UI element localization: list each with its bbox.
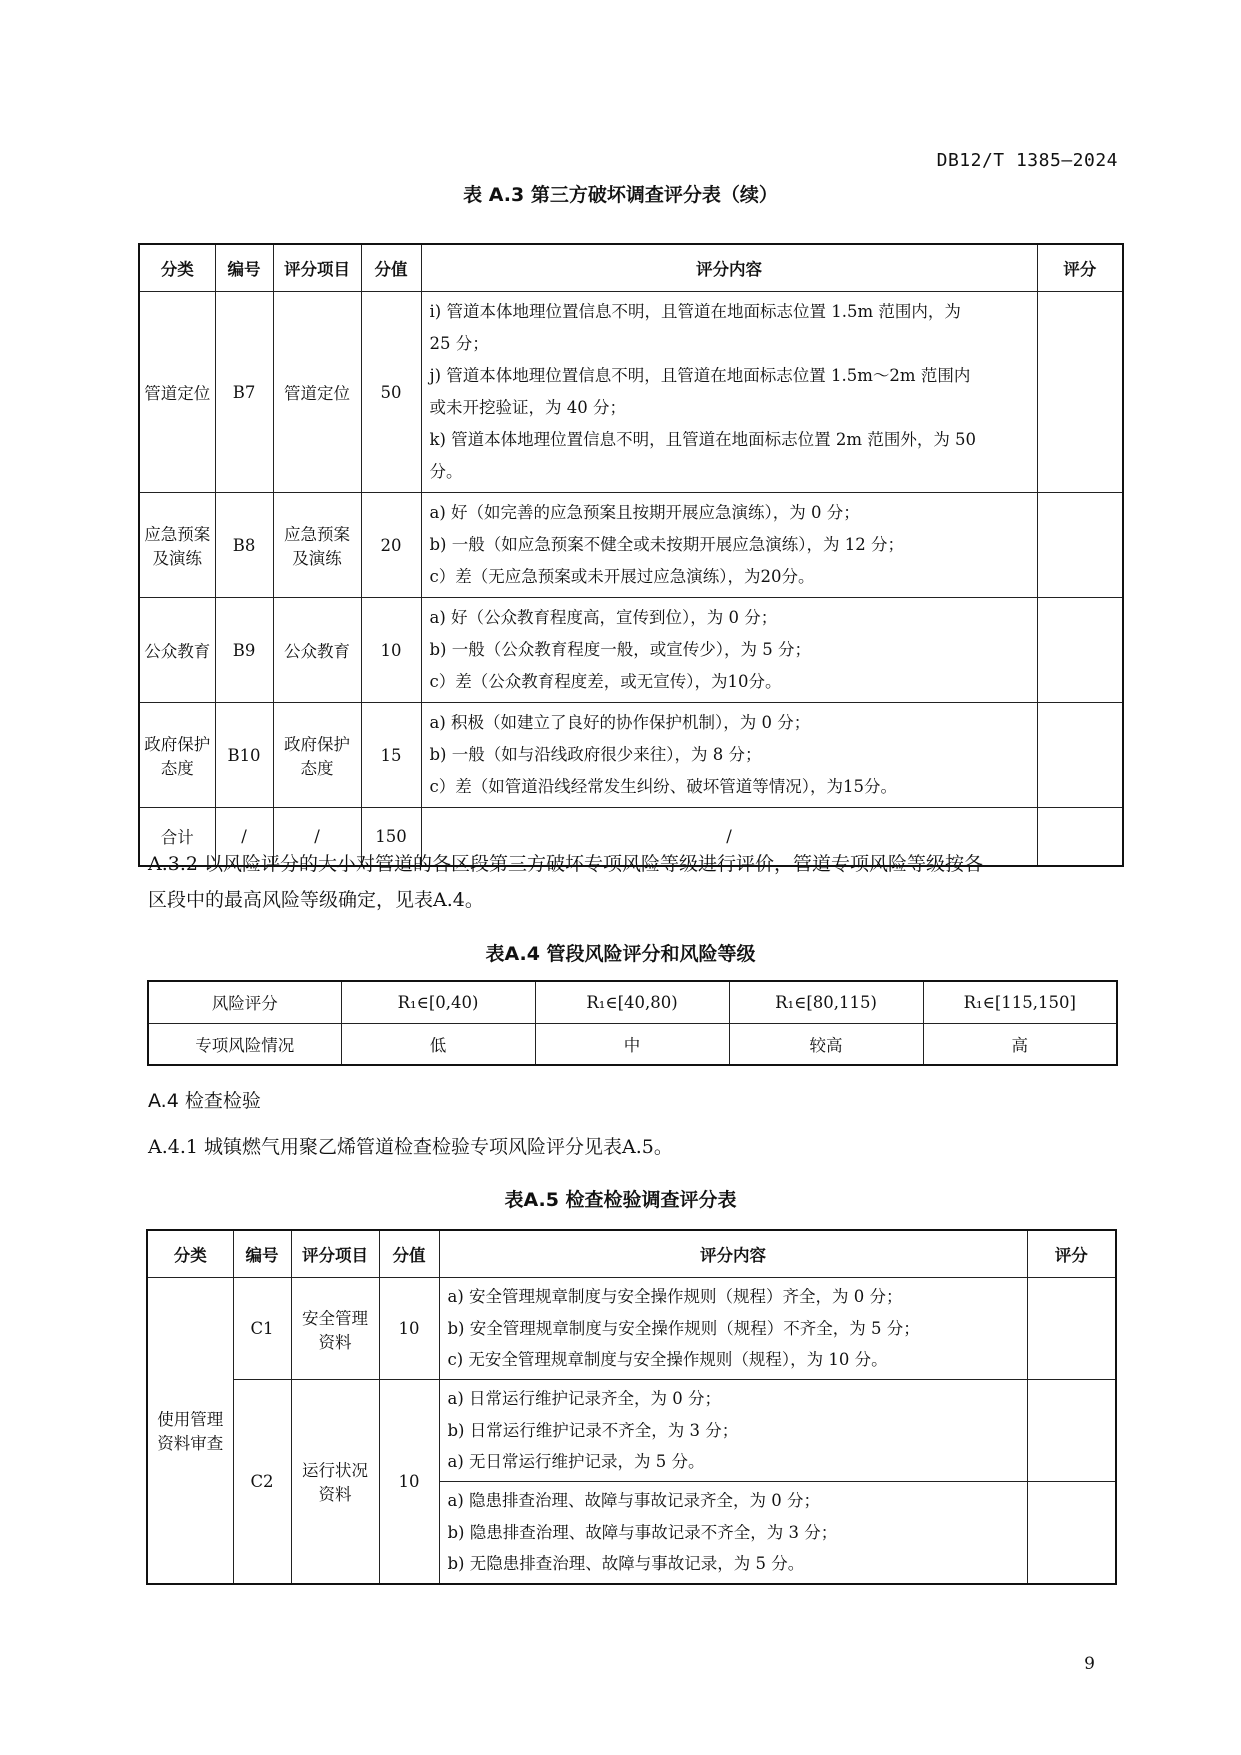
row-score	[1027, 1278, 1116, 1380]
content-line: a) 无日常运行维护记录，为 5 分。	[447, 1452, 705, 1471]
paragraph-a41: A.4.1 城镇燃气用聚乙烯管道检查检验专项风险评分见表A.5。	[148, 1136, 673, 1158]
content-line: a) 隐患排查治理、故障与事故记录齐全，为 0 分；	[447, 1491, 821, 1510]
risk-score-row	[148, 981, 1117, 1023]
row-code: B8	[215, 493, 273, 598]
table-row	[139, 703, 1123, 808]
content-line: c) 无安全管理规章制度与安全操作规则（规程），为 10 分。	[447, 1350, 888, 1369]
row-content	[439, 1482, 1027, 1584]
row-points: 10	[379, 1380, 439, 1584]
risk-range-low: R₁∈[0,40)	[341, 981, 535, 1023]
content-line: b) 一般（公众教育程度一般，或宣传少），为 5 分；	[429, 640, 811, 659]
col-header-points: 分值	[379, 1230, 439, 1278]
row-category: 管道定位	[139, 292, 215, 493]
table-a3-caption: 表 A.3 第三方破坏调查评分表（续）	[463, 184, 778, 206]
content-line: a) 好（公众教育程度高，宣传到位），为 0 分；	[429, 608, 778, 627]
content-line: 或未开挖验证，为 40 分；	[429, 398, 626, 417]
row-item: 安全管理资料	[291, 1278, 379, 1380]
content-line: c）差（无应急预案或未开展过应急演练），为20分。	[429, 567, 815, 586]
col-header-score: 评分	[1037, 244, 1123, 292]
col-header-content: 评分内容	[439, 1230, 1027, 1278]
row-score	[1037, 292, 1123, 493]
row-score	[1037, 598, 1123, 703]
row-code: B7	[215, 292, 273, 493]
paragraph-a32	[148, 846, 1114, 918]
total-label: 合计	[139, 808, 215, 866]
paragraph-line: A.3.2 以风险评分的大小对管道的各区段第三方破坏专项风险等级进行评价，管道专项风险等级按各	[148, 853, 984, 875]
risk-level-medium: 中	[535, 1023, 729, 1065]
content-line: a) 好（如完善的应急预案且按期开展应急演练），为 0 分；	[429, 503, 860, 522]
col-header-content: 评分内容	[421, 244, 1037, 292]
content-line: b) 一般（如应急预案不健全或未按期开展应急演练），为 12 分；	[429, 535, 904, 554]
col-header-category: 分类	[147, 1230, 233, 1278]
row-code: B10	[215, 703, 273, 808]
content-line: j) 管道本体地理位置信息不明，且管道在地面标志位置 1.5m～2m 范围内	[429, 366, 971, 385]
table-a5-caption: 表A.5 检查检验调查评分表	[504, 1189, 737, 1211]
row-code: C2	[233, 1380, 291, 1584]
row-category: 公众教育	[139, 598, 215, 703]
total-item: /	[273, 808, 361, 866]
row-points: 10	[361, 598, 421, 703]
content-line: a) 日常运行维护记录齐全，为 0 分；	[447, 1389, 722, 1408]
row-content	[421, 703, 1037, 808]
content-line: a) 安全管理规章制度与安全操作规则（规程）齐全，为 0 分；	[447, 1287, 903, 1306]
row-content	[439, 1380, 1027, 1482]
content-line: b) 隐患排查治理、故障与事故记录不齐全，为 3 分；	[447, 1522, 838, 1542]
page-number: 9	[1084, 1654, 1095, 1674]
row-points: 10	[379, 1278, 439, 1380]
table-row	[147, 1278, 1116, 1380]
col-header-code: 编号	[215, 244, 273, 292]
row-content	[421, 598, 1037, 703]
content-line: b) 安全管理规章制度与安全操作规则（规程）不齐全，为 5 分；	[447, 1318, 920, 1338]
risk-score-label: 风险评分	[148, 981, 341, 1023]
row-score	[1037, 493, 1123, 598]
row-content	[439, 1278, 1027, 1380]
row-category: 使用管理资料审查	[147, 1278, 233, 1584]
col-header-item: 评分项目	[291, 1230, 379, 1278]
row-code: B9	[215, 598, 273, 703]
table-a4-caption: 表A.4 管段风险评分和风险等级	[485, 943, 756, 965]
col-header-code: 编号	[233, 1230, 291, 1278]
row-category: 政府保护态度	[139, 703, 215, 808]
col-header-item: 评分项目	[273, 244, 361, 292]
table-row	[139, 493, 1123, 598]
table-row	[139, 292, 1123, 493]
row-item: 管道定位	[273, 292, 361, 493]
content-line: b) 一般（如与沿线政府很少来往），为 8 分；	[429, 745, 762, 764]
risk-level-row	[148, 1023, 1117, 1065]
row-item: 应急预案及演练	[273, 493, 361, 598]
content-line: c）差（公众教育程度差，或无宣传），为10分。	[429, 672, 782, 691]
content-line: c）差（如管道沿线经常发生纠纷、破坏管道等情况），为15分。	[429, 777, 897, 796]
content-line: 分。	[429, 462, 463, 481]
col-header-points: 分值	[361, 244, 421, 292]
col-header-score: 评分	[1027, 1230, 1116, 1278]
table-a3	[138, 243, 1124, 867]
row-code: C1	[233, 1278, 291, 1380]
risk-level-very-high: 高	[923, 1023, 1117, 1065]
total-content: /	[421, 808, 1037, 866]
table-a4	[147, 980, 1118, 1066]
content-line: i) 管道本体地理位置信息不明，且管道在地面标志位置 1.5m 范围内，为	[429, 302, 961, 321]
row-points: 20	[361, 493, 421, 598]
content-line: k) 管道本体地理位置信息不明，且管道在地面标志位置 2m 范围外，为 50	[429, 430, 977, 449]
table-a5	[146, 1229, 1117, 1585]
row-content	[421, 292, 1037, 493]
content-line: b) 无隐患排查治理、故障与事故记录，为 5 分。	[447, 1554, 805, 1573]
risk-range-high: R₁∈[80,115)	[729, 981, 923, 1023]
row-points: 15	[361, 703, 421, 808]
row-score	[1027, 1380, 1116, 1482]
col-header-category: 分类	[139, 244, 215, 292]
table-row	[147, 1380, 1116, 1482]
row-item: 运行状况资料	[291, 1380, 379, 1584]
risk-level-low: 低	[341, 1023, 535, 1065]
table-header-row	[139, 244, 1123, 292]
total-points: 150	[361, 808, 421, 866]
risk-range-very-high: R₁∈[115,150]	[923, 981, 1117, 1023]
total-code: /	[215, 808, 273, 866]
content-line: 25 分；	[429, 334, 489, 353]
risk-range-medium: R₁∈[40,80)	[535, 981, 729, 1023]
section-heading-a4: A.4 检查检验	[148, 1090, 261, 1112]
content-line: a) 积极（如建立了良好的协作保护机制），为 0 分；	[429, 713, 811, 732]
paragraph-line: 区段中的最高风险等级确定，见表A.4。	[148, 889, 484, 911]
standard-code: DB12/T 1385—2024	[936, 150, 1118, 171]
risk-level-label: 专项风险情况	[148, 1023, 341, 1065]
row-item: 政府保护态度	[273, 703, 361, 808]
row-score	[1027, 1482, 1116, 1584]
row-content	[421, 493, 1037, 598]
row-points: 50	[361, 292, 421, 493]
table-row	[139, 598, 1123, 703]
row-score	[1037, 703, 1123, 808]
content-line: b) 日常运行维护记录不齐全，为 3 分；	[447, 1420, 739, 1440]
risk-level-high: 较高	[729, 1023, 923, 1065]
row-item: 公众教育	[273, 598, 361, 703]
table-header-row	[147, 1230, 1116, 1278]
row-category: 应急预案及演练	[139, 493, 215, 598]
